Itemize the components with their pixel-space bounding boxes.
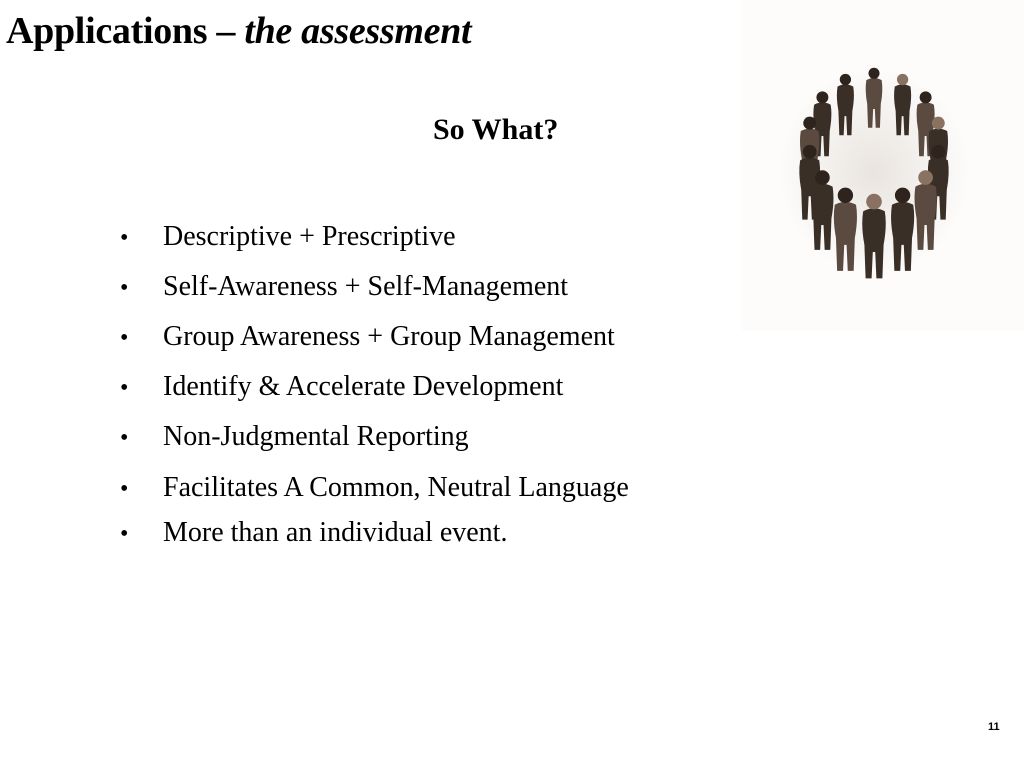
page-number: 11	[988, 721, 1000, 733]
bullet-item	[120, 420, 469, 455]
bullet-dot: •	[120, 425, 129, 451]
bullet-text: More than an individual event.	[163, 517, 508, 548]
bullet-dot: •	[120, 225, 129, 251]
bullet-text: Self-Awareness + Self-Management	[163, 271, 569, 302]
title-main: Applications –	[6, 10, 245, 52]
bullet-dot: •	[120, 521, 129, 547]
title-emphasis: the assessment	[244, 10, 472, 52]
slide-subtitle: So What?	[433, 113, 559, 146]
bullet-item	[120, 370, 563, 405]
bullet-text: Facilitates A Common, Neutral Language	[163, 472, 629, 503]
bullet-text: Descriptive + Prescriptive	[163, 221, 456, 252]
slide-title	[6, 8, 471, 54]
bullet-dot: •	[120, 476, 129, 502]
bullet-dot: •	[120, 325, 129, 351]
bullet-dot: •	[120, 275, 129, 301]
group-of-people-circle-icon	[742, 0, 1024, 330]
group-photo	[742, 0, 1024, 330]
bullet-dot: •	[120, 375, 129, 401]
bullet-text: Non-Judgmental Reporting	[163, 421, 469, 452]
bullet-item	[120, 471, 629, 506]
bullet-text: Group Awareness + Group Management	[163, 321, 615, 352]
bullet-item	[120, 516, 507, 551]
bullet-item	[120, 270, 568, 305]
bullet-item	[120, 220, 456, 255]
bullet-text: Identify & Accelerate Development	[163, 371, 564, 402]
bullet-item	[120, 320, 615, 355]
